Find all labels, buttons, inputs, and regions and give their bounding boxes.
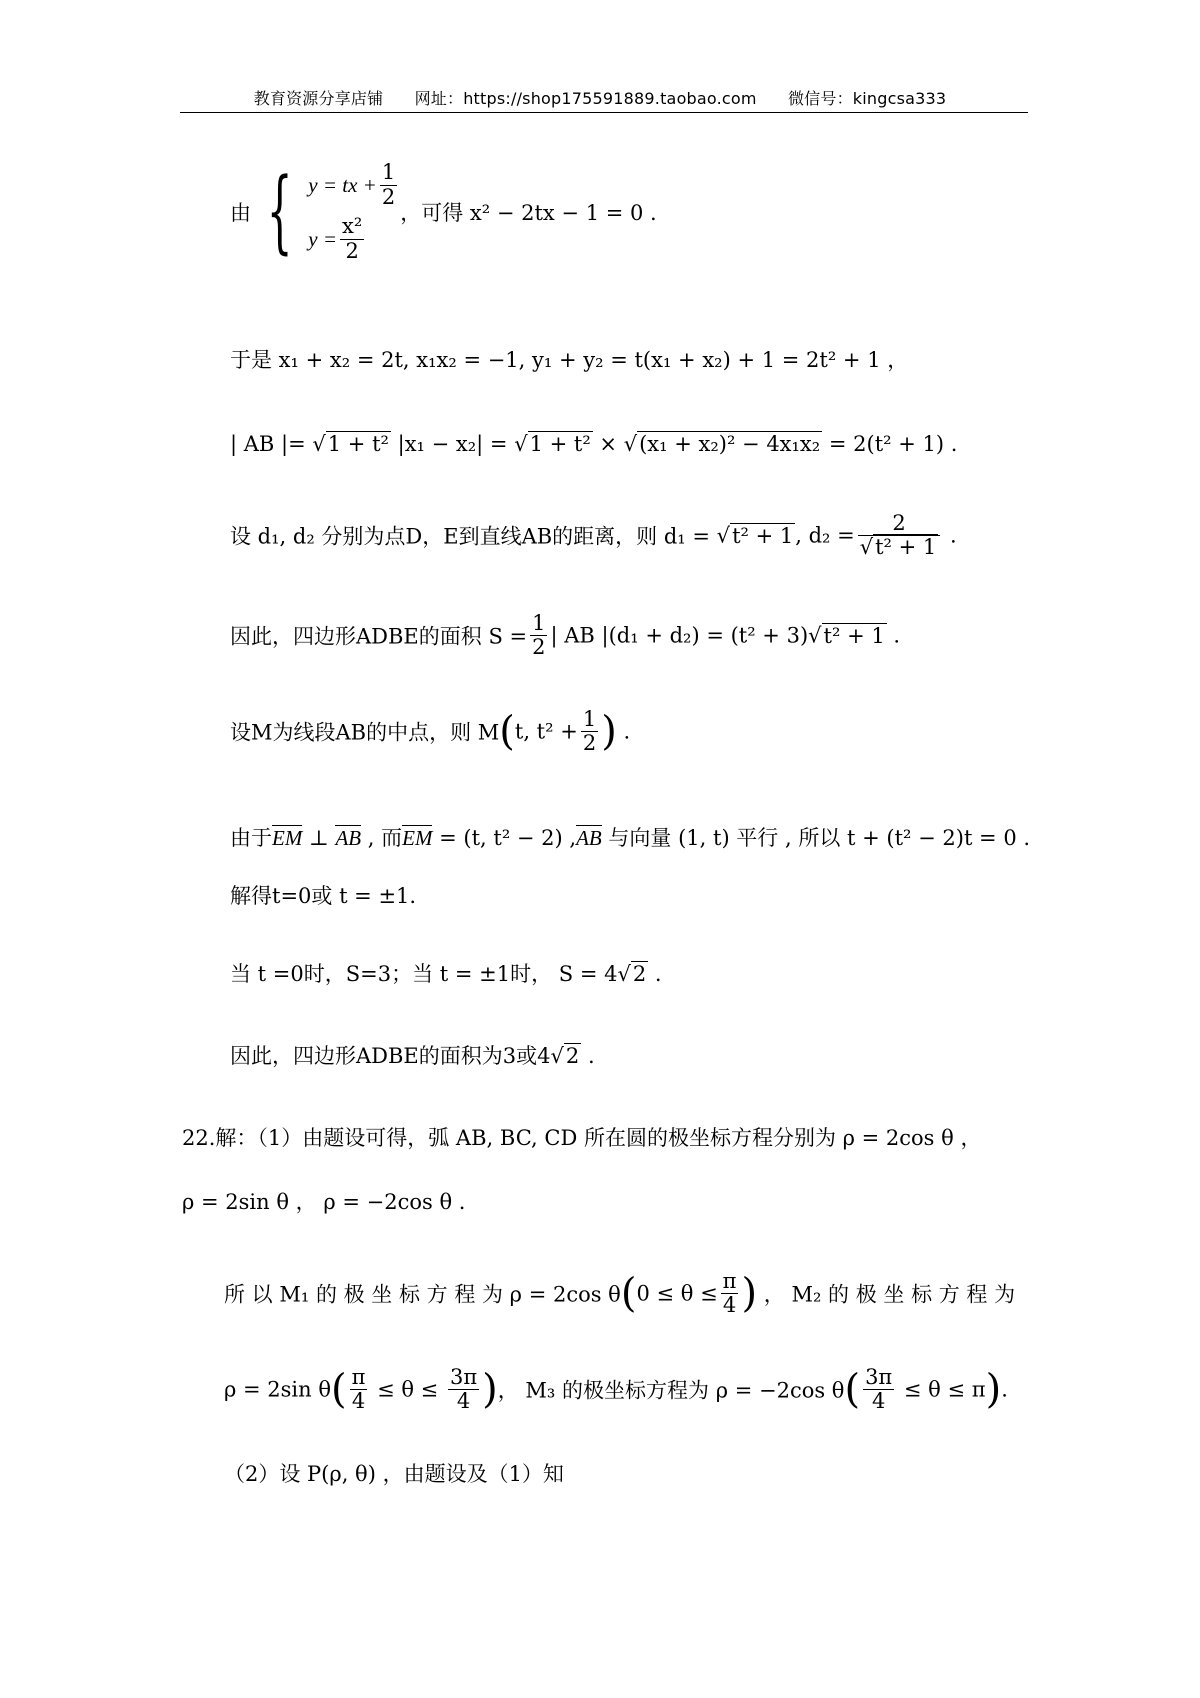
equation-system-line	[230, 158, 657, 266]
sum-product-line: 于是 x₁ + x₂ = 2t, x₁x₂ = −1, y₁ + y₂ = t(x₁ + x₂) + 1 = 2t² + 1 ，	[230, 348, 909, 372]
fraction: $\frac{\pi}{4}$	[722, 1269, 737, 1318]
fraction: $\frac{\text{x²}}{2}$	[342, 214, 363, 263]
vector-em: EM	[402, 826, 433, 850]
solution-line: 解得t=0或 t = ±1.	[230, 884, 417, 908]
cases-line: 当 t =0时，S=3；当 t = ±1时， S = 4√2 .	[230, 962, 662, 986]
header-divider	[180, 112, 1028, 113]
text-you: 由	[230, 201, 251, 225]
equation-1: y = tx + $\frac{1}{2}$	[308, 160, 396, 209]
fraction: $\frac{2}{\text{√t² + 1}}$	[858, 512, 941, 559]
vector-line: 由于EM ⊥ AB , 而EM = (t, t² − 2) ,AB 与向量 (1, t) 平行 , 所以 t + (t² − 2)t = 0 .	[230, 826, 1031, 850]
conclusion-line: 因此，四边形ADBE的面积为3或4√2 .	[230, 1044, 595, 1068]
shop-url: 网址：https://shop175591889.taobao.com	[414, 89, 757, 108]
equation-system	[308, 158, 400, 266]
equation-result: ，可得 x² − 2tx − 1 = 0 .	[400, 201, 657, 225]
fraction: $\frac{1}{2}$	[381, 160, 396, 209]
area-line: 因此，四边形ADBE的面积 S = $\frac{1}{2}$ | AB |(d₁ + d₂) = (t² + 3)√t² + 1 .	[230, 611, 901, 660]
vector-ab: AB	[335, 826, 362, 850]
page-header	[0, 86, 1200, 109]
q22-part2: （2）设 P(ρ, θ) ，由题设及（1）知	[224, 1462, 564, 1486]
distance-line: 设 d₁, d₂ 分别为点D，E到直线AB的距离，则 d₁ = √t² + 1, d₂ = $\frac{2}{\text{√t² + 1}}$ .	[230, 511, 957, 560]
chord-length-line: | AB |= √1 + t² |x₁ − x₂| = √1 + t² × √(x₁ + x₂)² − 4x₁x₂ = 2(t² + 1) .	[230, 432, 958, 456]
q22-m2-m3-line: ρ = 2sin θ( $\frac{\pi}{4}$ ≤ θ ≤ $\frac{3\pi}{4}$ )， M₃ 的极坐标方程为 ρ = −2cos θ( $\frac{3\pi}{4}$ ≤ θ ≤ π).	[224, 1365, 1008, 1414]
equation-2: y = $\frac{\text{x²}}{2}$	[308, 214, 363, 263]
fraction: $\frac{3\pi}{4}$	[865, 1365, 893, 1414]
fraction: $\frac{1}{2}$	[582, 707, 597, 756]
shop-name: 教育资源分享店铺	[253, 89, 384, 108]
vector-ab: AB	[576, 826, 602, 850]
q22-equations: ρ = 2sin θ ， ρ = −2cos θ .	[182, 1190, 466, 1214]
vector-em: EM	[272, 826, 303, 850]
fraction: $\frac{3\pi}{4}$	[449, 1365, 478, 1414]
left-brace: {	[266, 159, 293, 264]
wechat-id: 微信号：kingcsa333	[787, 89, 947, 108]
midpoint-line: 设M为线段AB的中点，则 M(t, t² + $\frac{1}{2}$ ) .	[230, 707, 631, 756]
q22-intro: 22.解：（1）由题设可得，弧 AB, BC, CD 所在圆的极坐标方程分别为 ρ = 2cos θ ，	[182, 1126, 982, 1150]
q22-m1-line: 所 以 M₁ 的 极 坐 标 方 程 为 ρ = 2cos θ(0 ≤ θ ≤ $\frac{\pi}{4}$ ) ， M₂ 的 极 坐 标 方 程 为	[224, 1269, 1016, 1318]
fraction: $\frac{\pi}{4}$	[351, 1365, 366, 1414]
fraction: $\frac{1}{2}$	[532, 611, 546, 660]
